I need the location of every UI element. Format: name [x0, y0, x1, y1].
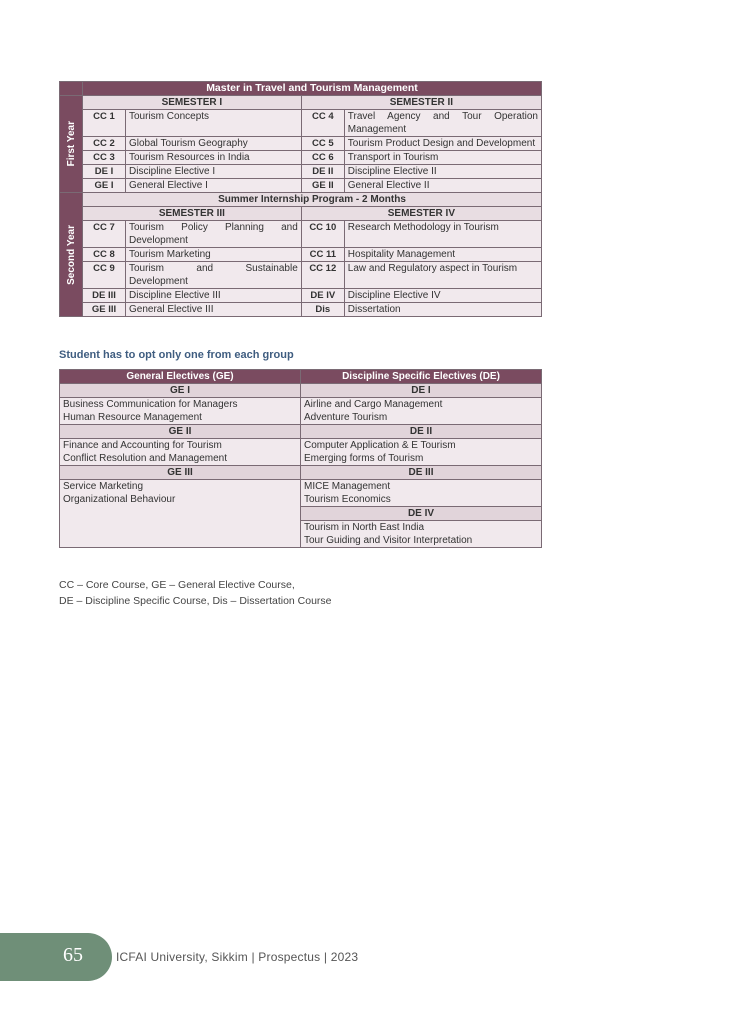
course-name: Tourism Product Design and Development [344, 137, 541, 151]
table-row [60, 151, 542, 165]
course-name: General Elective II [344, 179, 541, 193]
semester-1-header: SEMESTER I [83, 96, 302, 110]
table-row [60, 262, 542, 289]
list-item: Tourism in North East India [304, 522, 425, 533]
course-code: DE III [83, 289, 126, 303]
table-row [60, 179, 542, 193]
course-name: Tourism Concepts [126, 110, 302, 137]
list-item: Business Communication for Managers [63, 399, 238, 410]
table-row [60, 289, 542, 303]
table-row [60, 221, 542, 248]
ge-group-items [60, 480, 301, 548]
list-item: Organizational Behaviour [63, 494, 176, 505]
list-item: Finance and Accounting for Tourism [63, 440, 222, 451]
course-code: DE II [301, 165, 344, 179]
list-item: Tour Guiding and Visitor Interpretation [304, 535, 473, 546]
course-name: Tourism and Sustainable Development [126, 262, 302, 289]
ge-group-label: GE I [60, 384, 301, 398]
course-code: CC 3 [83, 151, 126, 165]
course-code: CC 10 [301, 221, 344, 248]
de-group-items [301, 521, 542, 548]
course-code: GE III [83, 303, 126, 317]
semester-3-header: SEMESTER III [83, 207, 302, 221]
course-code: CC 11 [301, 248, 344, 262]
ge-group-label: GE III [60, 466, 301, 480]
list-item: Conflict Resolution and Management [63, 453, 227, 464]
de-group-label: DE IV [301, 507, 542, 521]
list-item: Computer Application & E Tourism [304, 440, 456, 451]
abbreviation-legend-line: CC – Core Course, GE – General Elective Course, [59, 579, 295, 591]
second-year-label: Second Year [65, 224, 77, 285]
course-name: Tourism Resources in India [126, 151, 302, 165]
first-year-label-cell [60, 96, 83, 193]
course-code: GE II [301, 179, 344, 193]
first-year-label: First Year [65, 121, 77, 167]
course-code: DE I [83, 165, 126, 179]
list-item: Tourism Economics [304, 494, 391, 505]
elective-note: Student has to opt only one from each group [59, 349, 294, 361]
programme-structure-table [59, 81, 542, 317]
de-group-label: DE I [301, 384, 542, 398]
course-code: GE I [83, 179, 126, 193]
course-name: Tourism Policy Planning and Development [126, 221, 302, 248]
de-group-items [301, 480, 542, 507]
course-code: Dis [301, 303, 344, 317]
table-row [60, 303, 542, 317]
list-item: Adventure Tourism [304, 412, 388, 423]
list-item: Emerging forms of Tourism [304, 453, 424, 464]
course-name: Travel Agency and Tour Operation Management [344, 110, 541, 137]
summer-internship-row: Summer Internship Program - 2 Months [83, 193, 542, 207]
semester-4-header: SEMESTER IV [301, 207, 541, 221]
course-name: Research Methodology in Tourism [344, 221, 541, 248]
course-name: Discipline Elective II [344, 165, 541, 179]
table-corner [60, 82, 83, 96]
programme-title: Master in Travel and Tourism Management [83, 82, 542, 96]
list-item: Service Marketing [63, 481, 144, 492]
course-name: Global Tourism Geography [126, 137, 302, 151]
course-name: General Elective I [126, 179, 302, 193]
course-name: General Elective III [126, 303, 302, 317]
ge-header: General Electives (GE) [60, 370, 301, 384]
course-name: Transport in Tourism [344, 151, 541, 165]
course-name: Law and Regulatory aspect in Tourism [344, 262, 541, 289]
electives-table [59, 369, 542, 548]
course-name: Discipline Elective III [126, 289, 302, 303]
de-group-label: DE II [301, 425, 542, 439]
course-name: Dissertation [344, 303, 541, 317]
course-code: CC 9 [83, 262, 126, 289]
table-row [60, 248, 542, 262]
course-code: CC 7 [83, 221, 126, 248]
second-year-label-cell [60, 193, 83, 317]
table-row [60, 137, 542, 151]
list-item: Human Resource Management [63, 412, 202, 423]
course-name: Tourism Marketing [126, 248, 302, 262]
list-item: MICE Management [304, 481, 391, 492]
list-item: Airline and Cargo Management [304, 399, 443, 410]
de-group-items [301, 398, 542, 425]
course-code: CC 6 [301, 151, 344, 165]
page-number: 65 [63, 944, 83, 966]
course-code: DE IV [301, 289, 344, 303]
course-code: CC 4 [301, 110, 344, 137]
de-group-label: DE III [301, 466, 542, 480]
semester-2-header: SEMESTER II [301, 96, 541, 110]
course-code: CC 2 [83, 137, 126, 151]
ge-group-items [60, 398, 301, 425]
ge-group-label: GE II [60, 425, 301, 439]
footer-text: ICFAI University, Sikkim | Prospectus | 2023 [116, 950, 359, 964]
page-number-tab [0, 933, 112, 981]
course-code: CC 1 [83, 110, 126, 137]
course-code: CC 12 [301, 262, 344, 289]
course-name: Hospitality Management [344, 248, 541, 262]
table-row [60, 110, 542, 137]
de-header: Discipline Specific Electives (DE) [301, 370, 542, 384]
de-group-items [301, 439, 542, 466]
ge-group-items [60, 439, 301, 466]
course-code: CC 8 [83, 248, 126, 262]
abbreviation-legend-line: DE – Discipline Specific Course, Dis – Dissertation Course [59, 595, 332, 607]
course-name: Discipline Elective I [126, 165, 302, 179]
course-name: Discipline Elective IV [344, 289, 541, 303]
course-code: CC 5 [301, 137, 344, 151]
table-row [60, 165, 542, 179]
